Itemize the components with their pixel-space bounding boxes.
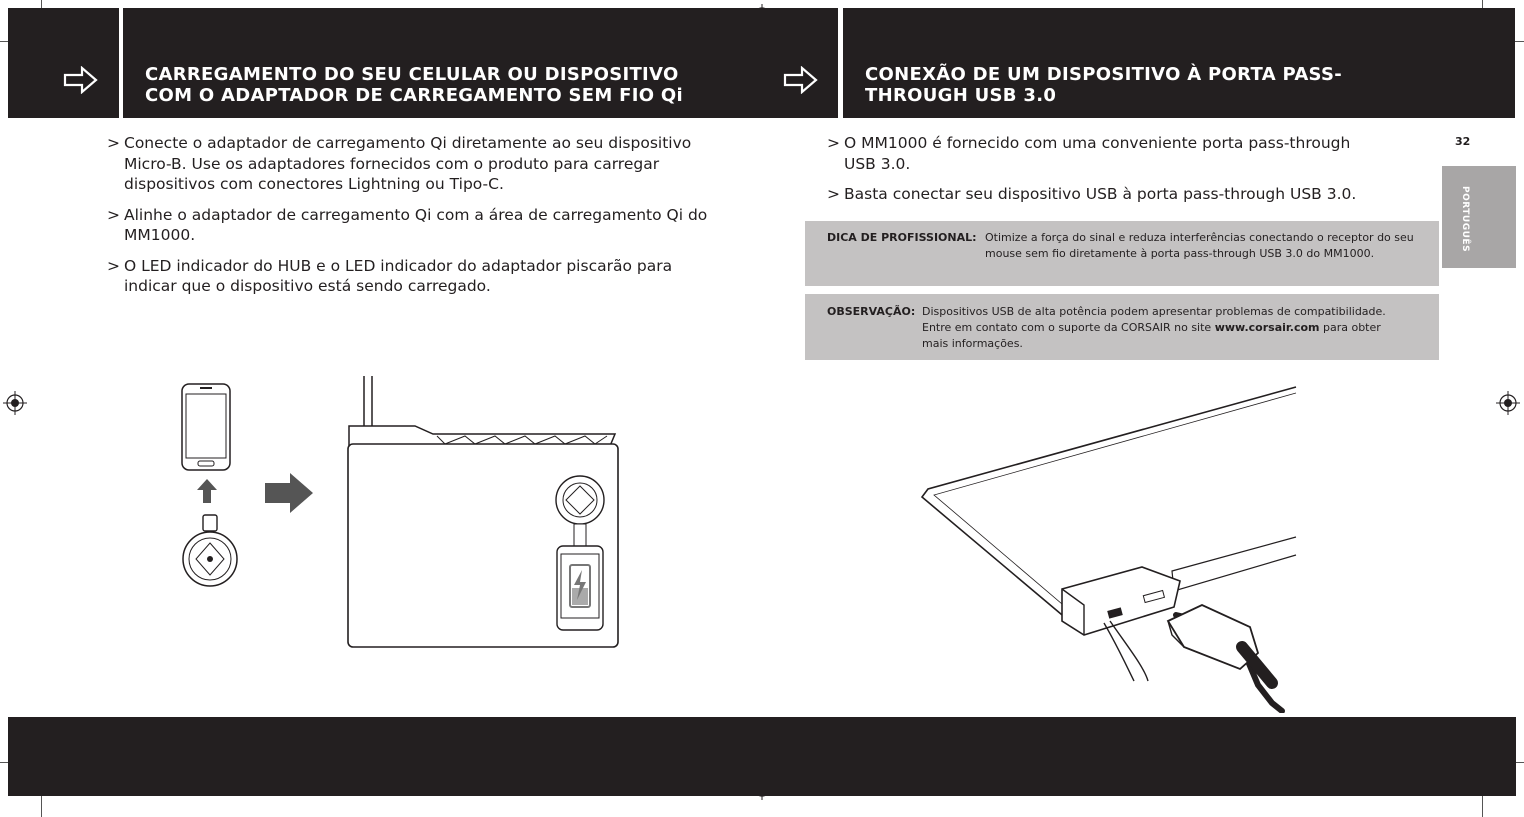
usb-passthrough-illustration <box>912 385 1332 713</box>
note-text <box>922 304 1392 352</box>
list-item: > Conecte o adaptador de carregamento Qi diretamente ao seu dispositivo Micro-B. Use os adaptadores fornecidos com o produto para carregar dispositivos com conectores Lightning ou Tipo-C. <box>107 133 727 195</box>
list-item: > Basta conectar seu dispositivo USB à porta pass-through USB 3.0. <box>827 184 1372 205</box>
page-number: 32 <box>1455 135 1471 148</box>
note-box <box>805 294 1439 360</box>
right-title-line-2: THROUGH USB 3.0 <box>865 85 1057 106</box>
note-label: OBSERVAÇÃO: <box>827 305 916 318</box>
left-bullet-list <box>107 133 727 307</box>
arrow-up-icon <box>196 478 218 504</box>
right-bullet-list <box>827 133 1372 215</box>
pro-tip-box <box>805 221 1439 286</box>
left-header-arrow-block <box>8 8 119 118</box>
registration-mark-icon <box>1496 391 1520 415</box>
pro-tip-label: DICA DE PROFISSIONAL: <box>827 231 977 244</box>
list-item: > O MM1000 é fornecido com uma conveniente porta pass-through USB 3.0. <box>827 133 1372 174</box>
left-title-line-2: COM O ADAPTADOR DE CARREGAMENTO SEM FIO Qi <box>145 85 683 106</box>
list-item: > Alinhe o adaptador de carregamento Qi com a área de carregamento Qi do MM1000. <box>107 205 727 246</box>
language-tab <box>1442 166 1516 268</box>
corsair-link[interactable]: www.corsair.com <box>1214 321 1320 334</box>
note-text-after: para obter mais informações. <box>922 321 1381 350</box>
pro-tip-text: Otimize a força do sinal e reduza interferências conectando o receptor do seu mouse sem fio diretamente à porta pass-through USB 3.0 do MM1000. <box>985 231 1414 260</box>
note-text-before: Dispositivos USB de alta potência podem apresentar problemas de compatibilidade. Entre em contato com o suporte da CORSAIR no site <box>922 305 1386 334</box>
arrow-right-icon <box>783 66 819 94</box>
registration-mark-icon <box>3 391 27 415</box>
right-title-line-1: CONEXÃO DE UM DISPOSITIVO À PORTA PASS- <box>865 64 1343 85</box>
mousepad-top-illustration <box>345 374 621 650</box>
left-title-line-1: CARREGAMENTO DO SEU CELULAR OU DISPOSITIVO <box>145 64 679 85</box>
left-section-title <box>145 64 825 106</box>
bottom-band <box>8 717 1516 796</box>
qi-adapter-illustration <box>180 513 240 589</box>
phone-illustration <box>180 382 234 474</box>
arrow-right-big-icon <box>264 472 314 514</box>
right-section-title <box>865 64 1485 106</box>
arrow-right-icon <box>63 66 99 94</box>
language-tab-label: PORTUGUÊS <box>1460 186 1470 253</box>
list-item: > O LED indicador do HUB e o LED indicador do adaptador piscarão para indicar que o dispositivo está sendo carregado. <box>107 256 727 297</box>
